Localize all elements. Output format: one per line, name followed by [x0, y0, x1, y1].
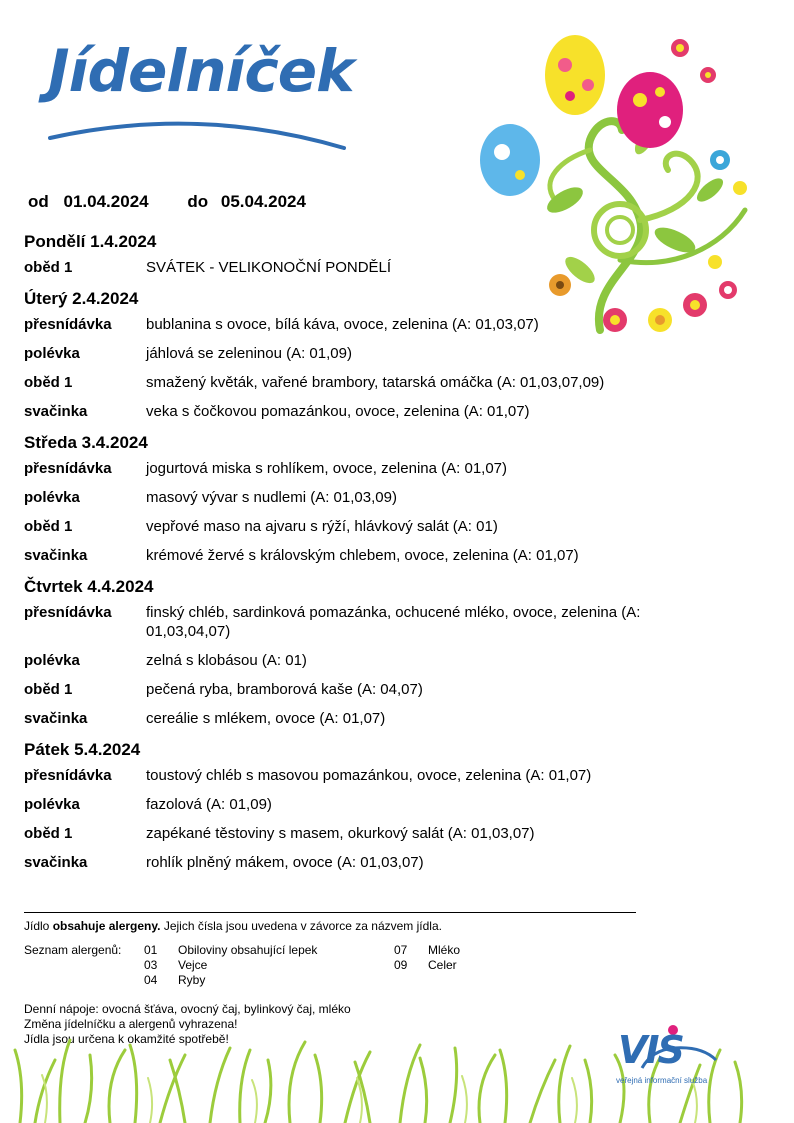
meal-text: SVÁTEK - VELIKONOČNÍ PONDĚLÍ — [146, 259, 392, 276]
meal-text: rohlík plněný mákem, ovoce (A: 01,03,07) — [146, 854, 424, 871]
day-title: Středa 3.4.2024 — [24, 433, 148, 452]
allergen-item: 03 Vejce — [144, 958, 208, 972]
meal-text: zelná s klobásou (A: 01) — [146, 652, 307, 669]
day-title: Úterý 2.4.2024 — [24, 289, 139, 308]
meal-label: polévka — [24, 652, 80, 669]
note-line: Jídla jsou určena k okamžité spotřebě! — [24, 1032, 229, 1046]
meal-label: přesnídávka — [24, 604, 112, 621]
meal-label: svačinka — [24, 547, 88, 564]
day-section — [24, 433, 724, 565]
allergen-column-2 — [394, 943, 644, 988]
meal-row — [24, 488, 724, 507]
allergen-note: Jídlo obsahuje alergeny. Jejich čísla jsou uvedena v závorce za názvem jídla. — [24, 919, 442, 933]
meal-text: pečená ryba, bramborová kaše (A: 04,07) — [146, 681, 423, 698]
allergen-item: 01 Obiloviny obsahující lepek — [144, 943, 318, 957]
meal-row — [24, 344, 724, 363]
meal-text: zapékané těstoviny s masem, okurkový salát (A: 01,03,07) — [146, 825, 535, 842]
allergen-item: 04 Ryby — [144, 973, 206, 987]
meal-row — [24, 315, 724, 334]
meal-label: oběd 1 — [24, 259, 73, 276]
meal-text: veka s čočkovou pomazánkou, ovoce, zelenina (A: 01,07) — [146, 403, 530, 420]
meal-text: jáhlová se zeleninou (A: 01,09) — [146, 345, 352, 362]
meal-text: masový vývar s nudlemi (A: 01,03,09) — [146, 489, 397, 506]
meal-label: oběd 1 — [24, 681, 73, 698]
meal-row — [24, 373, 724, 392]
date-range — [28, 192, 306, 212]
meal-text: krémové žervé s královským chlebem, ovoce, zelenina (A: 01,07) — [146, 547, 579, 564]
meal-text: finský chléb, sardinková pomazánka, ochucené mléko, ovoce, zelenina (A: 01,03,04,07) — [146, 604, 641, 640]
meal-text: cereálie s mlékem, ovoce (A: 01,07) — [146, 710, 386, 727]
meal-text: toustový chléb s masovou pomazánkou, ovoce, zelenina (A: 01,07) — [146, 767, 592, 784]
meal-text: bublanina s ovoce, bílá káva, ovoce, zelenina (A: 01,03,07) — [146, 316, 539, 333]
day-title: Pátek 5.4.2024 — [24, 740, 141, 759]
meal-row — [24, 709, 724, 728]
to-label: do — [187, 192, 209, 211]
vis-logo — [612, 1020, 732, 1090]
meal-label: přesnídávka — [24, 460, 112, 477]
meal-text: jogurtová miska s rohlíkem, ovoce, zelenina (A: 01,07) — [146, 460, 508, 477]
menu-days — [24, 232, 724, 884]
meal-label: polévka — [24, 489, 80, 506]
meal-row — [24, 680, 724, 699]
meal-label: oběd 1 — [24, 518, 73, 535]
meal-row — [24, 853, 724, 872]
allergen-column-1 — [144, 943, 394, 988]
meal-row — [24, 603, 724, 641]
meal-text: vepřové maso na ajvaru s rýží, hlávkový salát (A: 01) — [146, 518, 498, 535]
allergen-list-label: Seznam alergenů: — [24, 943, 122, 957]
day-section — [24, 232, 724, 277]
vis-tagline: veřejná informační služba — [616, 1076, 708, 1085]
meal-row — [24, 258, 724, 277]
divider — [24, 912, 636, 913]
meal-label: svačinka — [24, 403, 88, 420]
meal-row — [24, 795, 724, 814]
logo-text: Jídelníček — [48, 37, 354, 105]
day-section — [24, 577, 724, 728]
meal-row — [24, 546, 724, 565]
logo-swoosh — [48, 100, 348, 150]
to-date: 05.04.2024 — [220, 192, 306, 211]
meal-label: oběd 1 — [24, 825, 73, 842]
jidelnicek-logo — [48, 37, 354, 105]
note-line: Denní nápoje: ovocná šťáva, ovocný čaj, bylinkový čaj, mléko — [24, 1002, 351, 1016]
meal-label: polévka — [24, 345, 80, 362]
day-section — [24, 740, 724, 872]
allergen-item: 09 Celer — [394, 958, 457, 972]
day-title: Pondělí 1.4.2024 — [24, 232, 157, 251]
allergen-item: 07 Mléko — [394, 943, 461, 957]
meal-row — [24, 824, 724, 843]
day-title: Čtvrtek 4.4.2024 — [24, 577, 154, 596]
meal-label: oběd 1 — [24, 374, 73, 391]
meal-row — [24, 651, 724, 670]
meal-label: přesnídávka — [24, 767, 112, 784]
meal-label: přesnídávka — [24, 316, 112, 333]
from-date: 01.04.2024 — [63, 192, 149, 211]
allergen-list — [24, 943, 644, 988]
meal-label: polévka — [24, 796, 80, 813]
day-section — [24, 289, 724, 421]
meal-text: fazolová (A: 01,09) — [146, 796, 272, 813]
vis-logo-text: VIS — [618, 1028, 683, 1072]
note-line: Změna jídelníčku a alergenů vyhrazena! — [24, 1017, 238, 1031]
allergen-note-bold: obsahuje alergeny. — [52, 919, 161, 933]
meal-row — [24, 517, 724, 536]
meal-label: svačinka — [24, 710, 88, 727]
meal-row — [24, 766, 724, 785]
meal-label: svačinka — [24, 854, 88, 871]
meal-row — [24, 459, 724, 478]
from-label: od — [28, 192, 49, 211]
meal-text: smažený květák, vařené brambory, tatarská omáčka (A: 01,03,07,09) — [146, 374, 605, 391]
meal-row — [24, 402, 724, 421]
